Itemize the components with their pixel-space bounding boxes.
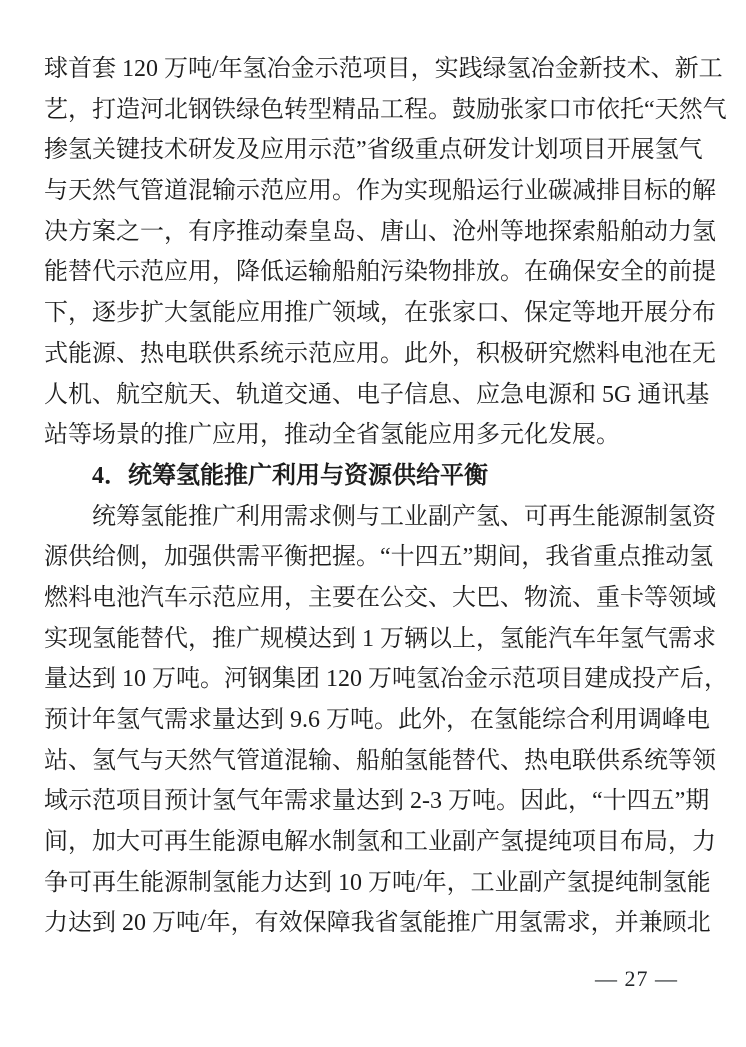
paragraph-continued <box>44 49 727 456</box>
text-line: 艺，打造河北钢铁绿色转型精品工程。鼓励张家口市依托“天然气 <box>44 96 727 123</box>
text-line: 站等场景的推广应用，推动全省氢能应用多元化发展。 <box>44 422 620 449</box>
page-number: — 27 — <box>595 966 678 991</box>
text-line: 争可再生能源制氢能力达到 10 万吨/年，工业副产氢提纯制氢能 <box>44 869 711 896</box>
text-line: 域示范项目预计氢气年需求量达到 2-3 万吨。因此，“十四五”期 <box>44 788 710 815</box>
section-heading: 4．统筹氢能推广利用与资源供给平衡 <box>92 462 488 489</box>
text-line: 量达到 10 万吨。河钢集团 120 万吨氢冶金示范项目建成投产后， <box>44 666 728 693</box>
text-line: 间，加大可再生能源电解水制氢和工业副产氢提纯项目布局，力 <box>44 829 716 856</box>
text-line: 球首套 120 万吨/年氢冶金示范项目，实践绿氢冶金新技术、新工 <box>44 56 723 82</box>
text-line: 燃料电池汽车示范应用，主要在公交、大巴、物流、重卡等领域 <box>44 584 716 611</box>
page-body-text <box>44 49 728 944</box>
text-line: 站、氢气与天然气管道混输、船舶氢能替代、热电联供系统等领 <box>44 747 716 774</box>
text-line: 与天然气管道混输示范应用。作为实现船运行业碳减排目标的解 <box>44 178 716 205</box>
text-line: 人机、航空航天、轨道交通、电子信息、应急电源和 5G 通讯基 <box>44 381 710 408</box>
text-line: 掺氢关键技术研发及应用示范”省级重点研发计划项目开展氢气 <box>44 137 703 164</box>
text-line: 式能源、热电联供系统示范应用。此外，积极研究燃料电池在无 <box>44 340 716 367</box>
text-line: 决方案之一，有序推动秦皇岛、唐山、沧州等地探索船舶动力氢 <box>44 218 716 245</box>
text-line: 实现氢能替代，推广规模达到 1 万辆以上，氢能汽车年氢气需求 <box>44 625 716 652</box>
text-line: 下，逐步扩大氢能应用推广领域，在张家口、保定等地开展分布 <box>44 300 716 327</box>
text-line: 源供给侧，加强供需平衡把握。“十四五”期间，我省重点推动氢 <box>44 544 714 571</box>
text-line: 预计年氢气需求量达到 9.6 万吨。此外，在氢能综合利用调峰电 <box>44 707 710 733</box>
paragraph-supply-balance <box>44 497 728 945</box>
text-line: 力达到 20 万吨/年，有效保障我省氢能推广用氢需求，并兼顾北 <box>44 910 711 937</box>
text-line: 能替代示范应用，降低运输船舶污染物排放。在确保安全的前提 <box>44 259 716 286</box>
text-line: 统筹氢能推广利用需求侧与工业副产氢、可再生能源制氢资 <box>92 503 716 530</box>
